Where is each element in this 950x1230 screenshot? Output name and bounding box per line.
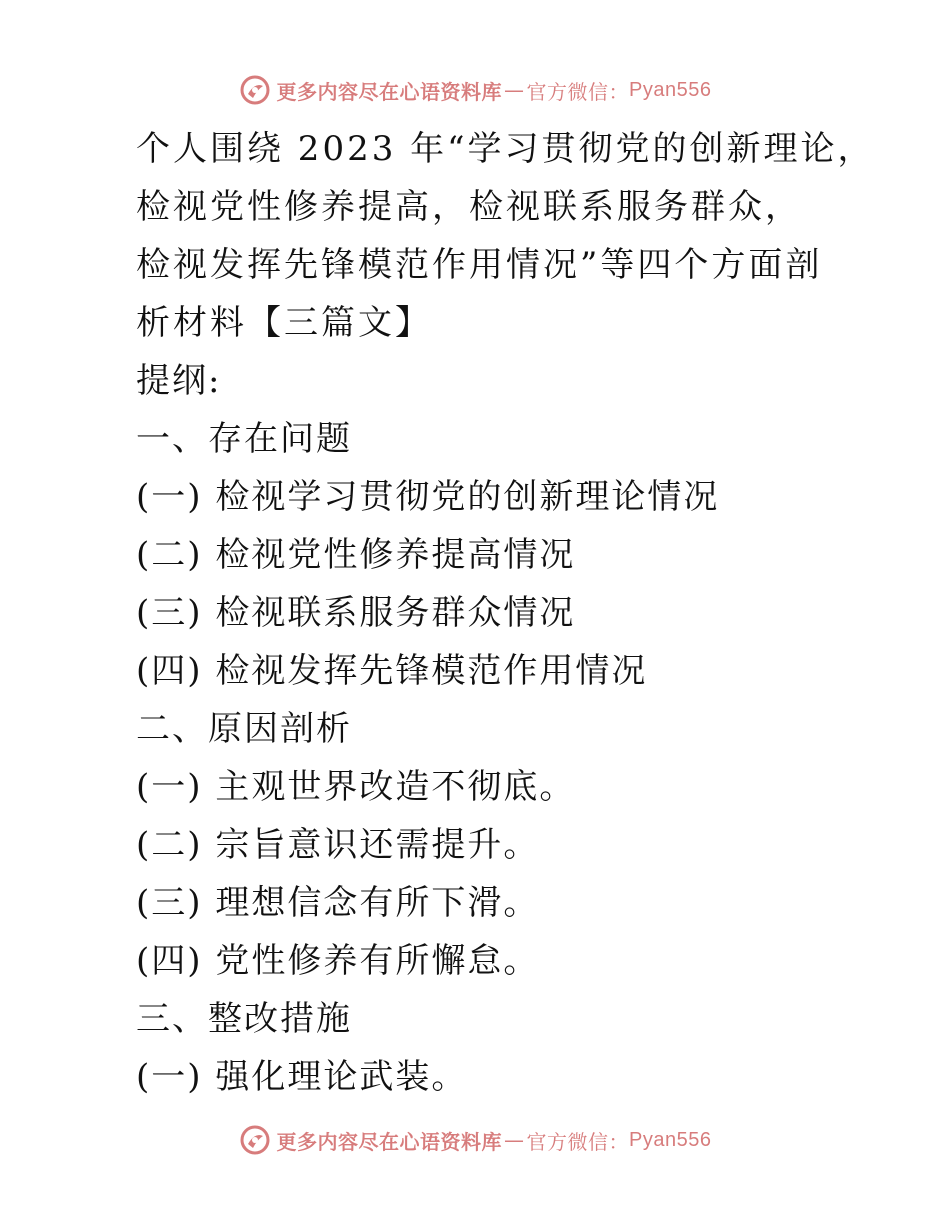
- title-line-4: 析材料【三篇文】: [136, 303, 432, 343]
- outline-item: (三) 理想信念有所下滑。: [136, 883, 540, 923]
- outline-item: (二) 宗旨意识还需提升。: [136, 825, 540, 865]
- watermark-dash: —: [504, 1128, 525, 1152]
- watermark-brand-text: 更多内容尽在心语资料库: [276, 1129, 503, 1154]
- header-watermark: [0, 70, 950, 110]
- section-heading-problems: 一、存在问题: [136, 419, 352, 459]
- outline-item: (一) 主观世界改造不彻底。: [136, 767, 576, 807]
- outline-heading: 提纲:: [136, 361, 222, 401]
- outline-item: (四) 党性修养有所懈怠。: [136, 941, 540, 981]
- brand-logo-icon: [239, 74, 271, 106]
- outline-item: (四) 检视发挥先锋模范作用情况: [136, 651, 648, 691]
- title-line-1: 个人围绕 2023 年“学习贯彻党的创新理论，: [136, 129, 875, 169]
- watermark-brand-text: 更多内容尽在心语资料库: [276, 79, 503, 104]
- outline-item: (一) 强化理论武装。: [136, 1057, 468, 1097]
- watermark-dash: —: [504, 78, 525, 102]
- watermark-official-text: 官方微信：: [526, 79, 630, 104]
- title-line-3: 检视发挥先锋模范作用情况”等四个方面剖: [136, 245, 823, 285]
- section-heading-measures: 三、整改措施: [136, 999, 352, 1039]
- watermark-official-text: 官方微信：: [526, 1129, 630, 1154]
- section-heading-causes: 二、原因剖析: [136, 709, 352, 749]
- outline-item: (三) 检视联系服务群众情况: [136, 593, 576, 633]
- footer-watermark: [0, 1120, 950, 1160]
- watermark-wechat-id: Pyan556: [629, 1128, 712, 1151]
- watermark-wechat-id: Pyan556: [629, 78, 712, 101]
- brand-logo-icon: [239, 1124, 271, 1156]
- outline-item: (一) 检视学习贯彻党的创新理论情况: [136, 477, 720, 517]
- outline-item: (二) 检视党性修养提高情况: [136, 535, 576, 575]
- title-line-2: 检视党性修养提高，检视联系服务群众，: [136, 187, 802, 227]
- document-body: [136, 120, 875, 1106]
